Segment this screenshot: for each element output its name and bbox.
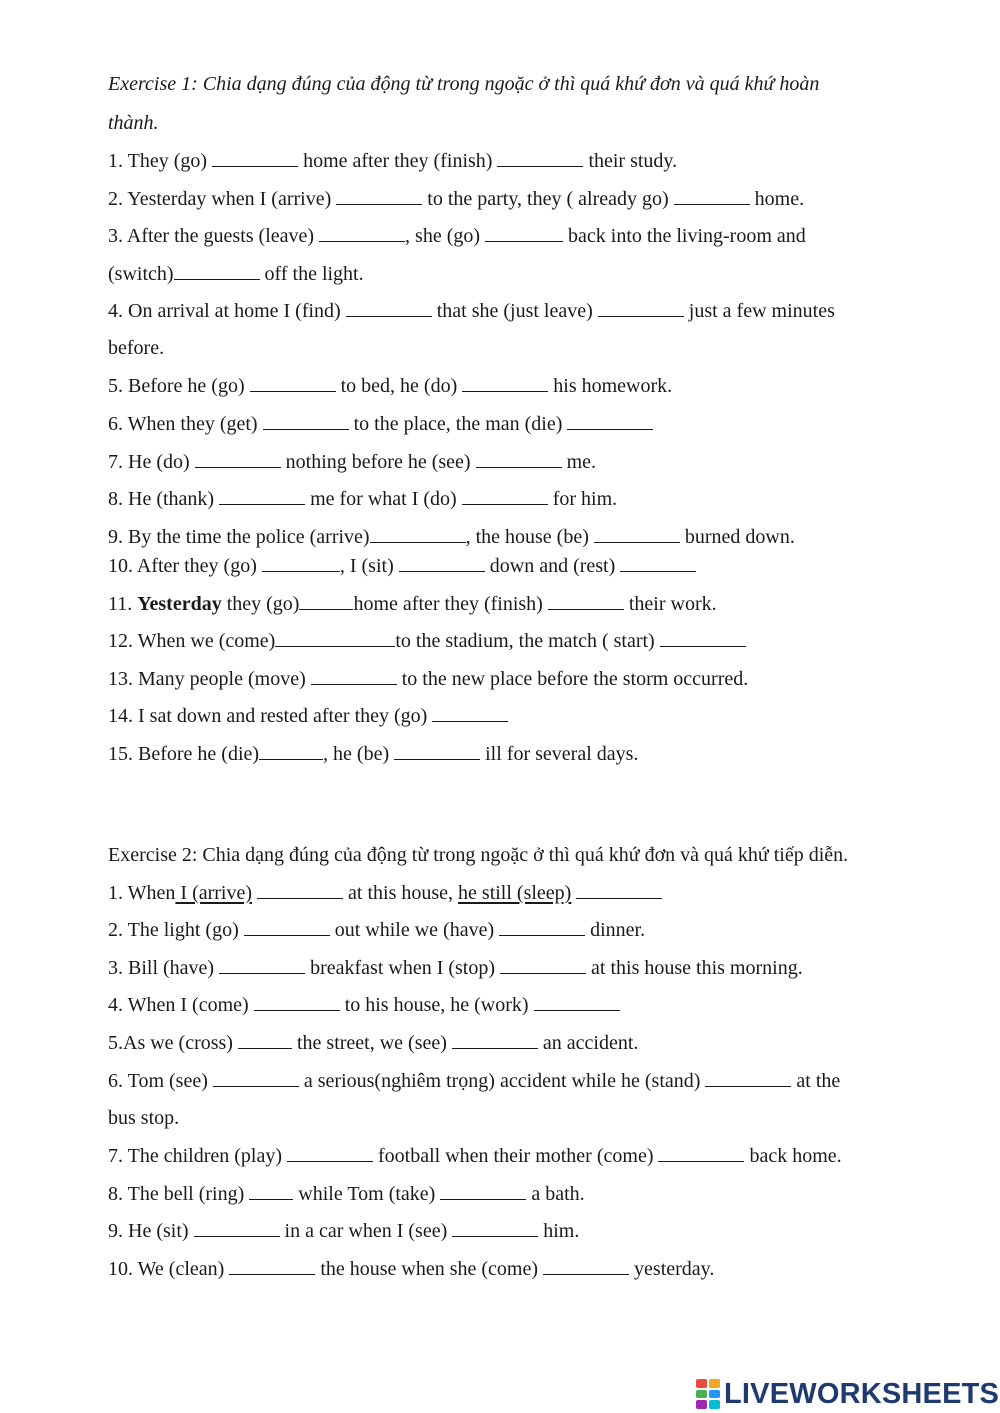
liveworksheets-logo-icon (696, 1379, 720, 1409)
item-text: , the house (be) (465, 526, 594, 548)
item-text: 4. When I (come) (108, 994, 254, 1016)
item-text: 1. They (go) (108, 150, 213, 172)
ex2-item-9 (108, 1218, 579, 1243)
answer-blank[interactable] (499, 917, 585, 936)
ex1-item-3-cont (108, 261, 364, 286)
item-text: me. (561, 451, 596, 473)
answer-blank[interactable] (250, 373, 336, 392)
answer-blank[interactable] (336, 186, 422, 205)
underlined-text: I (arrive) (175, 882, 253, 904)
ex2-item-1 (108, 880, 662, 905)
item-text: yesterday. (629, 1258, 715, 1280)
answer-blank[interactable] (262, 553, 340, 572)
answer-blank[interactable] (534, 992, 620, 1011)
answer-blank[interactable] (244, 917, 330, 936)
ex2-item-8 (108, 1181, 585, 1206)
answer-blank[interactable] (219, 955, 305, 974)
item-text: 3. After the guests (leave) (108, 225, 320, 247)
answer-blank[interactable] (263, 411, 349, 430)
item-text: they (go) (221, 593, 300, 615)
item-text: 9. By the time the police (arrive) (108, 526, 370, 548)
answer-blank[interactable] (212, 148, 298, 167)
item-text: at this house this morning. (586, 957, 803, 979)
ex1-item-7 (108, 449, 596, 474)
item-text: breakfast when I (stop) (305, 957, 501, 979)
ex1-item-6 (108, 411, 653, 436)
item-text: while Tom (take) (293, 1183, 441, 1205)
item-text: , he (be) (323, 743, 395, 765)
item-text: for him. (547, 488, 618, 510)
answer-blank[interactable] (249, 1181, 293, 1200)
ex1-item-14 (108, 703, 508, 728)
item-text: to the new place before the storm occurred. (396, 668, 749, 690)
ex1-item-3 (108, 223, 806, 248)
answer-blank[interactable] (287, 1143, 373, 1162)
item-text: an accident. (537, 1032, 639, 1054)
item-text: 9. He (sit) (108, 1220, 194, 1242)
item-text: (switch) (108, 263, 174, 285)
ex2-item-10 (108, 1256, 714, 1281)
answer-blank[interactable] (254, 992, 340, 1011)
item-text: home. (749, 188, 805, 210)
item-text: back into the living-room and (563, 225, 806, 247)
ex2-item-5 (108, 1030, 638, 1055)
answer-blank[interactable] (194, 1218, 280, 1237)
item-text: 10. We (clean) (108, 1258, 230, 1280)
item-text: 7. He (do) (108, 451, 195, 473)
answer-blank[interactable] (598, 298, 684, 317)
answer-blank[interactable] (462, 486, 548, 505)
item-text: 7. The children (play) (108, 1145, 288, 1167)
underlined-text: he still (sleep) (458, 882, 572, 904)
item-text: that she (just leave) (431, 300, 598, 322)
item-text: dinner. (585, 919, 646, 941)
exercise1-title-cont: thành. (108, 112, 159, 134)
item-text: football when their mother (come) (373, 1145, 659, 1167)
item-text: 6. Tom (see) (108, 1070, 213, 1092)
item-text: in a car when I (see) (279, 1220, 453, 1242)
answer-blank[interactable] (497, 148, 583, 167)
item-text: 11. (108, 593, 138, 615)
item-text: 15. Before he (die) (108, 743, 260, 765)
answer-blank[interactable] (432, 703, 508, 722)
exercise1-title: Exercise 1: Chia dạng đúng của động từ trong ngoặc ở thì quá khứ đơn và quá khứ hoàn (108, 73, 820, 95)
item-text: 1. When (108, 882, 176, 904)
ex1-item-15 (108, 741, 638, 766)
ex2-item-7 (108, 1143, 842, 1168)
answer-blank[interactable] (674, 186, 750, 205)
item-text: 4. On arrival at home I (find) (108, 300, 346, 322)
answer-blank[interactable] (370, 524, 466, 543)
ex2-item-4 (108, 992, 620, 1017)
item-text: at the (791, 1070, 841, 1092)
item-text: 6. When they (get) (108, 413, 263, 435)
item-text: off the light. (259, 263, 364, 285)
item-text: 5.As we (cross) (108, 1032, 238, 1054)
item-text: me for what I (do) (305, 488, 462, 510)
answer-blank[interactable] (548, 591, 624, 610)
ex1-item-13 (108, 666, 748, 691)
item-text: back home. (744, 1145, 842, 1167)
ex1-item-1 (108, 148, 677, 173)
item-text: 2. The light (go) (108, 919, 244, 941)
answer-blank[interactable] (229, 1256, 315, 1275)
ex1-item-4-cont: before. (108, 337, 165, 359)
item-text: 8. He (thank) (108, 488, 220, 510)
answer-blank[interactable] (346, 298, 432, 317)
answer-blank[interactable] (476, 449, 562, 468)
item-text: the house when she (come) (315, 1258, 544, 1280)
answer-blank[interactable] (275, 628, 395, 647)
answer-blank[interactable] (299, 591, 353, 610)
answer-blank[interactable] (620, 553, 696, 572)
item-text: 8. The bell (ring) (108, 1183, 250, 1205)
item-text: 10. After they (go) (108, 555, 262, 577)
answer-blank[interactable] (660, 628, 746, 647)
answer-blank[interactable] (452, 1030, 538, 1049)
item-text: 13. Many people (move) (108, 668, 311, 690)
answer-blank[interactable] (219, 486, 305, 505)
item-text: to the party, they ( already go) (422, 188, 674, 210)
ex1-item-10 (108, 553, 696, 578)
answer-blank[interactable] (213, 1068, 299, 1087)
item-text: at this house, (343, 882, 459, 904)
item-text: their work. (623, 593, 717, 615)
answer-blank[interactable] (174, 261, 260, 280)
ex1-item-9 (108, 524, 795, 549)
answer-blank[interactable] (452, 1218, 538, 1237)
answer-blank[interactable] (311, 666, 397, 685)
item-text: the street, we (see) (291, 1032, 452, 1054)
ex1-item-5 (108, 373, 672, 398)
ex2-item-3 (108, 955, 803, 980)
brand-name: LIVEWORKSHEETS (724, 1377, 1000, 1410)
ex2-item-2 (108, 917, 645, 942)
answer-blank[interactable] (238, 1030, 292, 1049)
answer-blank[interactable] (319, 223, 405, 242)
answer-blank[interactable] (440, 1181, 526, 1200)
answer-blank[interactable] (594, 524, 680, 543)
item-text: 5. Before he (go) (108, 375, 250, 397)
answer-blank[interactable] (485, 223, 563, 242)
item-text: nothing before he (see) (280, 451, 476, 473)
item-text: 12. When we (come) (108, 630, 276, 652)
item-text: ill for several days. (480, 743, 639, 765)
answer-blank[interactable] (399, 553, 485, 572)
item-text: burned down. (679, 526, 795, 548)
answer-blank[interactable] (195, 449, 281, 468)
ex1-item-4 (108, 298, 835, 323)
answer-blank[interactable] (259, 741, 323, 760)
item-text: down and (rest) (484, 555, 621, 577)
answer-blank[interactable] (567, 411, 653, 430)
answer-blank[interactable] (705, 1068, 791, 1087)
answer-blank[interactable] (576, 880, 662, 899)
answer-blank[interactable] (658, 1143, 744, 1162)
ex1-item-8 (108, 486, 617, 511)
item-text: their study. (583, 150, 678, 172)
answer-blank[interactable] (462, 373, 548, 392)
liveworksheets-logo[interactable] (696, 1376, 999, 1412)
item-text: to the stadium, the match ( start) (395, 630, 660, 652)
item-text: to the place, the man (die) (348, 413, 568, 435)
item-text: just a few minutes (683, 300, 835, 322)
bold-keyword: Yesterday (137, 593, 222, 615)
ex1-item-2 (108, 186, 804, 211)
item-text: a bath. (526, 1183, 585, 1205)
answer-blank[interactable] (543, 1256, 629, 1275)
item-text: a serious(nghiêm trọng) accident while he (stand) (298, 1070, 706, 1092)
answer-blank[interactable] (257, 880, 343, 899)
ex1-item-11 (108, 591, 717, 616)
item-text: out while we (have) (329, 919, 500, 941)
ex2-item-6 (108, 1068, 840, 1093)
item-text: , I (sit) (339, 555, 399, 577)
exercise2-title: Exercise 2: Chia dạng đúng của động từ trong ngoặc ở thì quá khứ đơn và quá khứ tiếp diễn. (108, 844, 849, 866)
item-text: 14. I sat down and rested after they (go) (108, 705, 433, 727)
item-text: , she (go) (405, 225, 486, 247)
item-text: to his house, he (work) (339, 994, 534, 1016)
item-text: home after they (finish) (298, 150, 498, 172)
item-text: his homework. (548, 375, 673, 397)
item-text: to bed, he (do) (335, 375, 463, 397)
ex2-item-6-cont: bus stop. (108, 1107, 180, 1129)
ex1-item-12 (108, 628, 746, 653)
item-text: home after they (finish) (353, 593, 548, 615)
item-text: him. (538, 1220, 580, 1242)
item-text: 2. Yesterday when I (arrive) (108, 188, 337, 210)
item-text: 3. Bill (have) (108, 957, 220, 979)
answer-blank[interactable] (394, 741, 480, 760)
answer-blank[interactable] (500, 955, 586, 974)
